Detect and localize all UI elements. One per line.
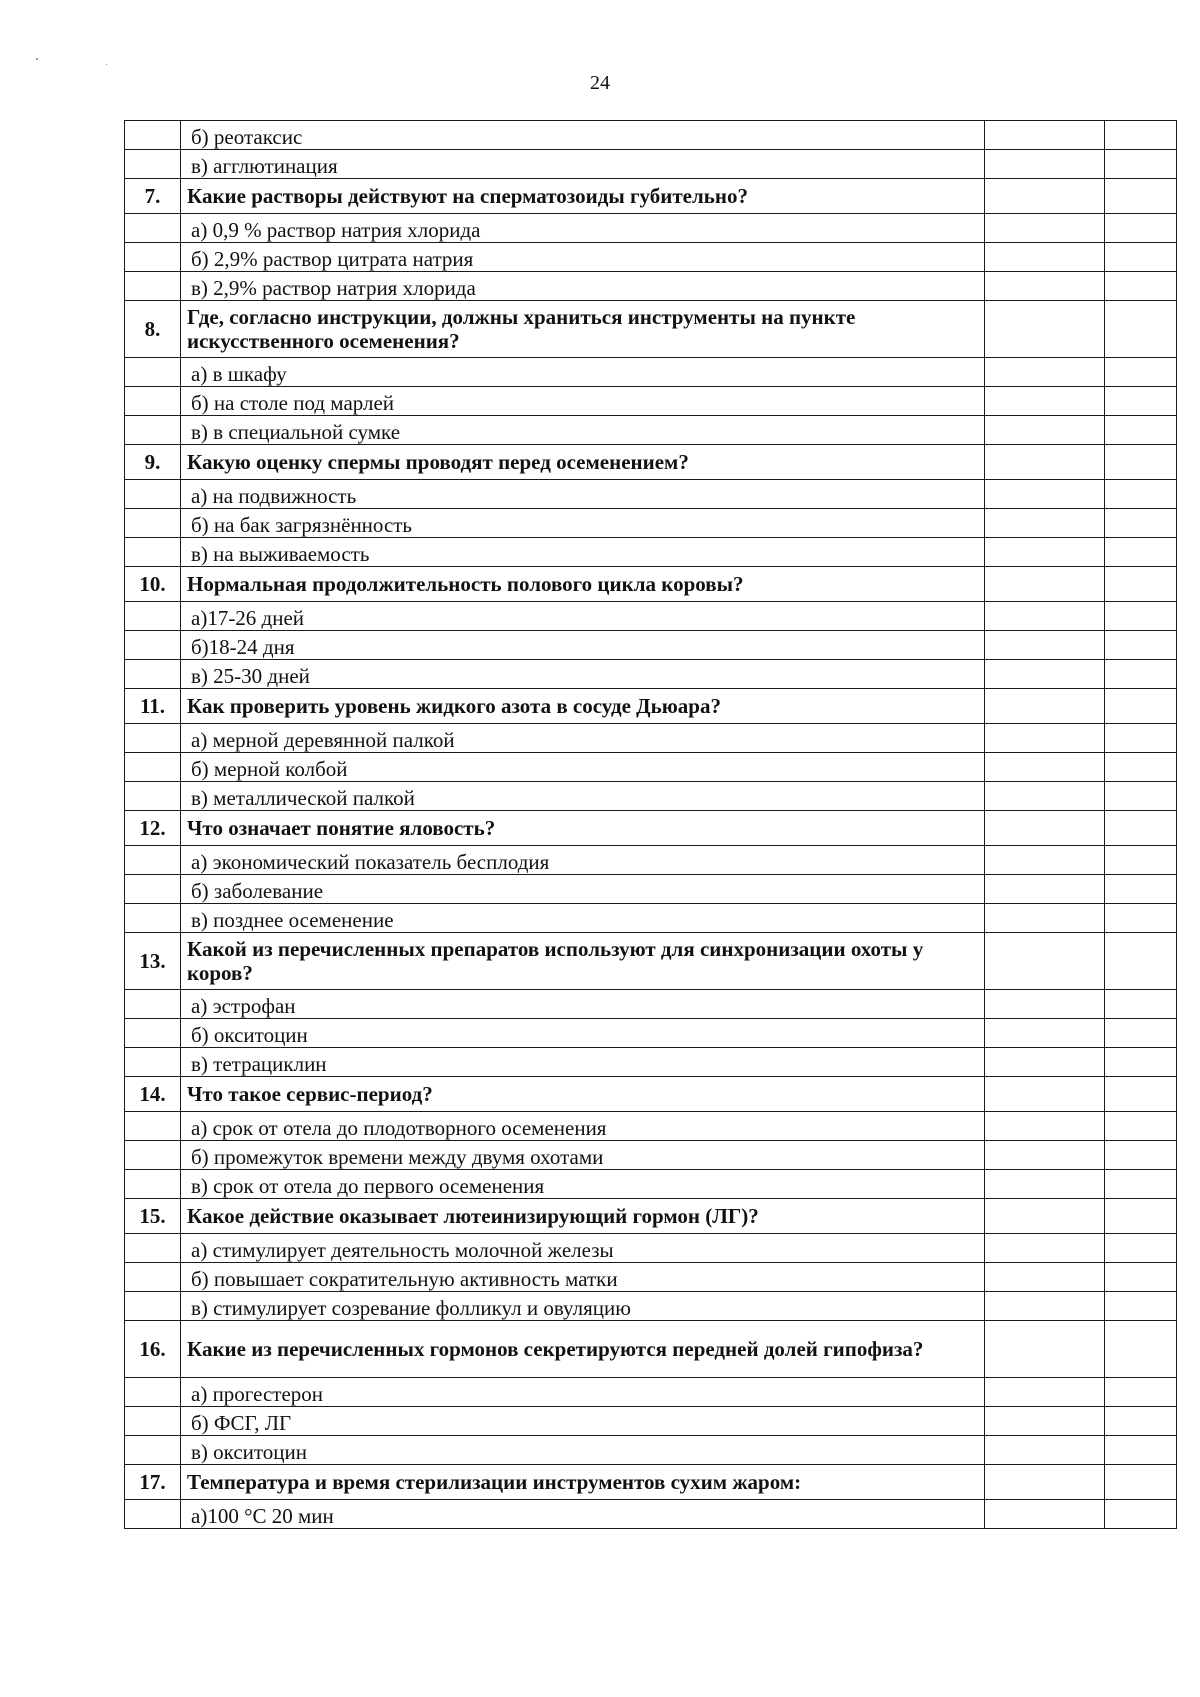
answer-option: б) на бак загрязнённость — [181, 509, 985, 538]
answer-row — [125, 782, 1177, 811]
number-cell-empty — [125, 1048, 181, 1077]
score-cell — [1105, 1141, 1177, 1170]
quiz-table — [124, 120, 1177, 1529]
question-row — [125, 445, 1177, 480]
score-cell — [1105, 1321, 1177, 1378]
mark-cell — [985, 509, 1105, 538]
answer-option: в) позднее осеменение — [181, 904, 985, 933]
answer-row — [125, 214, 1177, 243]
mark-cell — [985, 990, 1105, 1019]
mark-cell — [985, 301, 1105, 358]
answer-row — [125, 1141, 1177, 1170]
score-cell — [1105, 1465, 1177, 1500]
answer-option: в) 25-30 дней — [181, 660, 985, 689]
score-cell — [1105, 179, 1177, 214]
answer-row — [125, 1234, 1177, 1263]
mark-cell — [985, 1378, 1105, 1407]
mark-cell — [985, 724, 1105, 753]
number-cell-empty — [125, 1170, 181, 1199]
number-cell-empty — [125, 660, 181, 689]
score-cell — [1105, 1436, 1177, 1465]
mark-cell — [985, 811, 1105, 846]
answer-option: а) на подвижность — [181, 480, 985, 509]
answer-row — [125, 480, 1177, 509]
answer-row — [125, 1500, 1177, 1529]
mark-cell — [985, 1112, 1105, 1141]
answer-option: а) 0,9 % раствор натрия хлорида — [181, 214, 985, 243]
question-number: 14. — [125, 1077, 181, 1112]
answer-row — [125, 509, 1177, 538]
score-cell — [1105, 1170, 1177, 1199]
number-cell-empty — [125, 1378, 181, 1407]
answer-row — [125, 990, 1177, 1019]
number-cell-empty — [125, 1436, 181, 1465]
score-cell — [1105, 445, 1177, 480]
question-row — [125, 689, 1177, 724]
mark-cell — [985, 1234, 1105, 1263]
number-cell-empty — [125, 1234, 181, 1263]
number-cell-empty — [125, 1141, 181, 1170]
answer-option: в) в специальной сумке — [181, 416, 985, 445]
question-text: Что означает понятие яловость? — [181, 811, 985, 846]
mark-cell — [985, 660, 1105, 689]
number-cell-empty — [125, 602, 181, 631]
question-number: 8. — [125, 301, 181, 358]
answer-option: а) срок от отела до плодотворного осеменения — [181, 1112, 985, 1141]
question-number: 16. — [125, 1321, 181, 1378]
number-cell-empty — [125, 214, 181, 243]
score-cell — [1105, 509, 1177, 538]
score-cell — [1105, 538, 1177, 567]
answer-row — [125, 602, 1177, 631]
score-cell — [1105, 416, 1177, 445]
answer-row — [125, 1407, 1177, 1436]
question-row — [125, 933, 1177, 990]
answer-row — [125, 1292, 1177, 1321]
score-cell — [1105, 990, 1177, 1019]
mark-cell — [985, 121, 1105, 150]
answer-option: в) 2,9% раствор натрия хлорида — [181, 272, 985, 301]
number-cell-empty — [125, 1019, 181, 1048]
mark-cell — [985, 1292, 1105, 1321]
answer-option: а) в шкафу — [181, 358, 985, 387]
answer-option: б) на столе под марлей — [181, 387, 985, 416]
answer-option: а) мерной деревянной палкой — [181, 724, 985, 753]
score-cell — [1105, 846, 1177, 875]
question-text: Нормальная продолжительность полового цикла коровы? — [181, 567, 985, 602]
answer-option: в) на выживаемость — [181, 538, 985, 567]
answer-option: б)18-24 дня — [181, 631, 985, 660]
answer-row — [125, 875, 1177, 904]
mark-cell — [985, 933, 1105, 990]
answer-option: в) стимулирует созревание фолликул и овуляцию — [181, 1292, 985, 1321]
score-cell — [1105, 121, 1177, 150]
question-text: Какие из перечисленных гормонов секретируются передней долей гипофиза? — [181, 1321, 985, 1378]
answer-option: б) 2,9% раствор цитрата натрия — [181, 243, 985, 272]
number-cell-empty — [125, 480, 181, 509]
score-cell — [1105, 689, 1177, 724]
score-cell — [1105, 1500, 1177, 1529]
number-cell-empty — [125, 121, 181, 150]
mark-cell — [985, 846, 1105, 875]
mark-cell — [985, 875, 1105, 904]
answer-option: б) окситоцин — [181, 1019, 985, 1048]
score-cell — [1105, 301, 1177, 358]
mark-cell — [985, 1465, 1105, 1500]
question-row — [125, 1199, 1177, 1234]
number-cell-empty — [125, 631, 181, 660]
number-cell-empty — [125, 724, 181, 753]
number-cell-empty — [125, 358, 181, 387]
question-text: Какой из перечисленных препаратов используют для синхронизации охоты у коров? — [181, 933, 985, 990]
question-row — [125, 1077, 1177, 1112]
answer-option: б) повышает сократительную активность матки — [181, 1263, 985, 1292]
score-cell — [1105, 243, 1177, 272]
mark-cell — [985, 1321, 1105, 1378]
mark-cell — [985, 150, 1105, 179]
mark-cell — [985, 1500, 1105, 1529]
score-cell — [1105, 724, 1177, 753]
answer-row — [125, 387, 1177, 416]
question-number: 15. — [125, 1199, 181, 1234]
score-cell — [1105, 1378, 1177, 1407]
number-cell-empty — [125, 416, 181, 445]
answer-option: а) прогестерон — [181, 1378, 985, 1407]
score-cell — [1105, 1292, 1177, 1321]
mark-cell — [985, 782, 1105, 811]
question-row — [125, 567, 1177, 602]
number-cell-empty — [125, 875, 181, 904]
question-text: Какую оценку спермы проводят перед осеменением? — [181, 445, 985, 480]
number-cell-empty — [125, 243, 181, 272]
answer-row — [125, 150, 1177, 179]
answer-row — [125, 846, 1177, 875]
question-text: Температура и время стерилизации инструментов сухим жаром: — [181, 1465, 985, 1500]
answer-option: в) тетрациклин — [181, 1048, 985, 1077]
number-cell-empty — [125, 753, 181, 782]
score-cell — [1105, 1407, 1177, 1436]
quiz-body — [125, 121, 1177, 1529]
mark-cell — [985, 445, 1105, 480]
answer-row — [125, 1436, 1177, 1465]
number-cell-empty — [125, 509, 181, 538]
answer-option: а) эстрофан — [181, 990, 985, 1019]
mark-cell — [985, 1199, 1105, 1234]
number-cell-empty — [125, 387, 181, 416]
answer-option: а) стимулирует деятельность молочной железы — [181, 1234, 985, 1263]
number-cell-empty — [125, 1112, 181, 1141]
answer-option: б) ФСГ, ЛГ — [181, 1407, 985, 1436]
answer-option: в) срок от отела до первого осеменения — [181, 1170, 985, 1199]
number-cell-empty — [125, 1292, 181, 1321]
scan-speck — [106, 64, 107, 65]
score-cell — [1105, 1048, 1177, 1077]
score-cell — [1105, 782, 1177, 811]
score-cell — [1105, 480, 1177, 509]
question-number: 11. — [125, 689, 181, 724]
answer-option: б) реотаксис — [181, 121, 985, 150]
answer-row — [125, 272, 1177, 301]
number-cell-empty — [125, 904, 181, 933]
mark-cell — [985, 538, 1105, 567]
question-row — [125, 1465, 1177, 1500]
mark-cell — [985, 631, 1105, 660]
question-text: Где, согласно инструкции, должны храниться инструменты на пункте искусственного осеменения? — [181, 301, 985, 358]
question-text: Как проверить уровень жидкого азота в сосуде Дьюара? — [181, 689, 985, 724]
answer-row — [125, 358, 1177, 387]
page-number: 24 — [590, 72, 610, 94]
mark-cell — [985, 214, 1105, 243]
mark-cell — [985, 272, 1105, 301]
score-cell — [1105, 904, 1177, 933]
number-cell-empty — [125, 1500, 181, 1529]
number-cell-empty — [125, 1263, 181, 1292]
answer-row — [125, 538, 1177, 567]
mark-cell — [985, 480, 1105, 509]
score-cell — [1105, 753, 1177, 782]
mark-cell — [985, 567, 1105, 602]
answer-option: в) окситоцин — [181, 1436, 985, 1465]
score-cell — [1105, 150, 1177, 179]
score-cell — [1105, 1112, 1177, 1141]
question-number: 7. — [125, 179, 181, 214]
score-cell — [1105, 387, 1177, 416]
mark-cell — [985, 602, 1105, 631]
number-cell-empty — [125, 538, 181, 567]
number-cell-empty — [125, 1407, 181, 1436]
answer-option: в) агглютинация — [181, 150, 985, 179]
answer-row — [125, 121, 1177, 150]
question-number: 10. — [125, 567, 181, 602]
answer-row — [125, 1019, 1177, 1048]
answer-row — [125, 243, 1177, 272]
mark-cell — [985, 1170, 1105, 1199]
score-cell — [1105, 1077, 1177, 1112]
answer-row — [125, 631, 1177, 660]
score-cell — [1105, 1234, 1177, 1263]
score-cell — [1105, 1263, 1177, 1292]
number-cell-empty — [125, 150, 181, 179]
answer-row — [125, 1112, 1177, 1141]
answer-row — [125, 1378, 1177, 1407]
score-cell — [1105, 214, 1177, 243]
question-text: Какие растворы действуют на сперматозоиды губительно? — [181, 179, 985, 214]
mark-cell — [985, 1077, 1105, 1112]
mark-cell — [985, 1141, 1105, 1170]
score-cell — [1105, 1199, 1177, 1234]
number-cell-empty — [125, 990, 181, 1019]
answer-row — [125, 1170, 1177, 1199]
mark-cell — [985, 243, 1105, 272]
answer-option: б) заболевание — [181, 875, 985, 904]
answer-option: б) промежуток времени между двумя охотами — [181, 1141, 985, 1170]
question-text: Какое действие оказывает лютеинизирующий гормон (ЛГ)? — [181, 1199, 985, 1234]
score-cell — [1105, 875, 1177, 904]
mark-cell — [985, 1263, 1105, 1292]
question-number: 12. — [125, 811, 181, 846]
score-cell — [1105, 1019, 1177, 1048]
mark-cell — [985, 387, 1105, 416]
question-row — [125, 1321, 1177, 1378]
scan-speck — [36, 58, 38, 60]
mark-cell — [985, 1048, 1105, 1077]
score-cell — [1105, 631, 1177, 660]
answer-row — [125, 416, 1177, 445]
mark-cell — [985, 1436, 1105, 1465]
score-cell — [1105, 933, 1177, 990]
score-cell — [1105, 358, 1177, 387]
answer-row — [125, 753, 1177, 782]
mark-cell — [985, 904, 1105, 933]
number-cell-empty — [125, 272, 181, 301]
mark-cell — [985, 753, 1105, 782]
question-row — [125, 811, 1177, 846]
score-cell — [1105, 272, 1177, 301]
score-cell — [1105, 660, 1177, 689]
mark-cell — [985, 1019, 1105, 1048]
answer-row — [125, 1048, 1177, 1077]
answer-option: б) мерной колбой — [181, 753, 985, 782]
answer-option: а) экономический показатель бесплодия — [181, 846, 985, 875]
question-row — [125, 301, 1177, 358]
mark-cell — [985, 179, 1105, 214]
score-cell — [1105, 811, 1177, 846]
score-cell — [1105, 602, 1177, 631]
answer-row — [125, 1263, 1177, 1292]
mark-cell — [985, 416, 1105, 445]
mark-cell — [985, 689, 1105, 724]
number-cell-empty — [125, 846, 181, 875]
question-row — [125, 179, 1177, 214]
score-cell — [1105, 567, 1177, 602]
answer-row — [125, 904, 1177, 933]
answer-option: а)100 °С 20 мин — [181, 1500, 985, 1529]
question-number: 9. — [125, 445, 181, 480]
number-cell-empty — [125, 782, 181, 811]
question-number: 13. — [125, 933, 181, 990]
question-number: 17. — [125, 1465, 181, 1500]
question-text: Что такое сервис-период? — [181, 1077, 985, 1112]
answer-row — [125, 660, 1177, 689]
answer-option: в) металлической палкой — [181, 782, 985, 811]
mark-cell — [985, 1407, 1105, 1436]
answer-option: а)17-26 дней — [181, 602, 985, 631]
mark-cell — [985, 358, 1105, 387]
answer-row — [125, 724, 1177, 753]
